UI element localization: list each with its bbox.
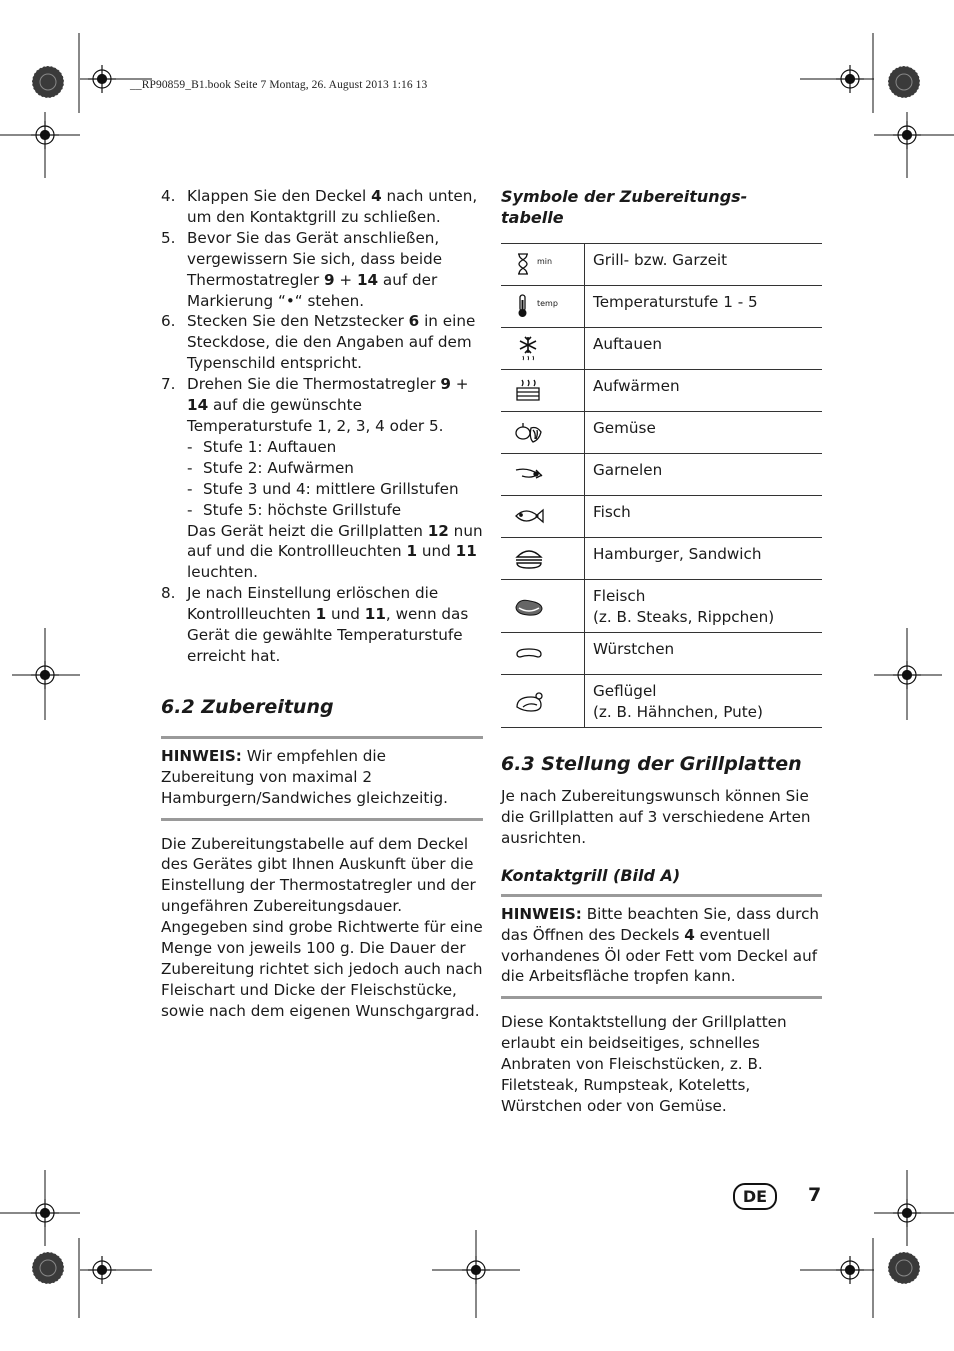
- subsection-title-kontaktgrill: Kontaktgrill (Bild A): [501, 865, 681, 885]
- list-item: [161, 311, 483, 374]
- table-row: [501, 633, 822, 675]
- hamburger-icon: [514, 546, 574, 572]
- symbol-cell: [501, 286, 585, 328]
- table-row: [501, 454, 822, 496]
- symbol-tag: min: [537, 257, 553, 266]
- part-number-ref: 1: [406, 542, 418, 561]
- step-text: Bevor Sie das Gerät anschließen, vergewissern Sie sich, dass beide Thermostatregler 9 + 14 auf der Markierung “•“ stehen.: [187, 228, 443, 310]
- symbol-label: Garnelen: [585, 454, 823, 496]
- symbol-cell: [501, 538, 585, 580]
- table-row: [501, 412, 822, 454]
- symbol-cell: [501, 580, 585, 633]
- symbol-cell: [501, 370, 585, 412]
- table-row: [501, 675, 822, 728]
- table-row: [501, 370, 822, 412]
- table-row: [501, 328, 822, 370]
- symbol-label: Gemüse: [585, 412, 823, 454]
- instruction-steps: [161, 186, 483, 667]
- step-number: 7.: [161, 375, 176, 394]
- list-item: [161, 374, 483, 583]
- sub-list-item: - Stufe 3 und 4: mittlere Grillstufen: [187, 479, 459, 498]
- table-row: [501, 580, 822, 633]
- symbol-cell: [501, 496, 585, 538]
- symbol-label: Würstchen: [585, 633, 823, 675]
- step-number: 4.: [161, 187, 176, 205]
- table-title: Symbole der Zubereitungs-tabelle: [501, 187, 748, 227]
- symbol-label: Aufwärmen: [585, 370, 823, 412]
- symbol-table: [501, 243, 822, 728]
- symbol-cell: [501, 412, 585, 454]
- right-column: [501, 186, 822, 1117]
- step-text: Drehen Sie die Thermostatregler 9 + 14 auf die gewünschte Temperaturstufe 1, 2, 3, 4 oder 5.: [187, 375, 469, 435]
- list-item: [161, 583, 483, 667]
- language-badge: DE: [733, 1183, 777, 1210]
- part-number-ref: 11: [364, 605, 386, 624]
- part-number-ref: 11: [455, 542, 477, 561]
- table-row: [501, 286, 822, 328]
- step-text: Klappen Sie den Deckel 4 nach unten, um den Kontaktgrill zu schließen.: [187, 187, 478, 226]
- part-number-ref: 9: [323, 270, 335, 289]
- sub-list-item: - Stufe 2: Aufwärmen: [187, 458, 354, 477]
- sub-list-item: - Stufe 1: Auftauen: [187, 437, 337, 456]
- symbol-label: Temperaturstufe 1 - 5: [585, 286, 823, 328]
- vegetables-icon: [514, 420, 574, 446]
- list-item: [161, 228, 483, 312]
- page-number: 7: [808, 1184, 822, 1206]
- section-title-zubereitung: 6.2 Zubereitung: [161, 695, 334, 718]
- poultry-icon: [514, 689, 574, 715]
- symbol-cell: [501, 454, 585, 496]
- sausage-icon: [514, 641, 574, 667]
- list-item: [161, 186, 483, 228]
- part-number-ref: 4: [371, 187, 382, 205]
- shrimp-icon: [514, 462, 574, 488]
- symbol-label: Auftauen: [585, 328, 823, 370]
- body-paragraph: Die Zubereitungstabelle auf dem Deckel des Gerätes gibt Ihnen Auskunft über die Einstellung der Thermostatregler und der ungefähren Zubereitungsdauer. Angegeben sind grobe Richtwerte für eine Menge von jeweils 100 g. Die Dauer der Zubereitung richtet sich jedoch auch nach Fleischart und Dicke der Fleischstücke, sowie nach dem eigenen Wunschgargrad.: [161, 834, 483, 1020]
- part-number-ref: 12: [427, 521, 449, 540]
- step-followup: Das Gerät heizt die Grillplatten 12 nun auf und die Kontrollleuchten 1 und 11 leuchten.: [187, 521, 483, 582]
- step-text: Je nach Einstellung erlöschen die Kontrollleuchten 1 und 11, wenn das Gerät die gewählte Temperaturstufe erreicht hat.: [187, 584, 469, 665]
- step-number: 6.: [161, 312, 176, 331]
- symbol-label: Fleisch (z. B. Steaks, Rippchen): [585, 580, 823, 633]
- step-text: Stecken Sie den Netzstecker 6 in eine Steckdose, die den Angaben auf dem Typenschild entspricht.: [187, 312, 476, 373]
- fish-icon: [514, 504, 574, 530]
- sub-list: [187, 437, 483, 521]
- table-row: [501, 496, 822, 538]
- symbol-cell: [501, 633, 585, 675]
- print-slug-line: __RP90859_B1.book Seite 7 Montag, 26. August 2013 1:16 13: [130, 79, 428, 91]
- left-column: [161, 186, 483, 1022]
- part-number-ref: 14: [187, 396, 209, 415]
- sub-list-item: - Stufe 5: höchste Grillstufe: [187, 500, 402, 519]
- note-text: Bitte beachten Sie, dass durch das Öffnen des Deckels 4 eventuell vorhandenes Öl oder Fett vom Deckel auf die Arbeitsfläche tropfen kann.: [501, 904, 820, 986]
- part-number-ref: 4: [684, 925, 695, 944]
- step-number: 8.: [161, 584, 176, 603]
- symbol-label: Hamburger, Sandwich: [585, 538, 823, 580]
- part-number-ref: 6: [408, 312, 420, 331]
- step-number: 5.: [161, 228, 176, 247]
- symbol-cell: [501, 328, 585, 370]
- note-label: HINWEIS:: [501, 904, 582, 923]
- symbol-label: Geflügel (z. B. Hähnchen, Pute): [585, 675, 823, 728]
- note-box: [161, 736, 483, 821]
- section-title-stellung: 6.3 Stellung der Grillplatten: [501, 753, 802, 775]
- note-text: Wir empfehlen die Zubereitung von maximal 2 Hamburgern/Sandwiches gleichzeitig.: [161, 746, 448, 807]
- part-number-ref: 1: [315, 605, 327, 624]
- note-label: HINWEIS:: [161, 746, 242, 765]
- body-paragraph-2: Diese Kontaktstellung der Grillplatten erlaubt ein beidseitiges, schnelles Anbraten von Fleischstücken, z. B. Filetsteak, Rumpsteak, Koteletts, Würstchen oder von Gemüse.: [501, 1013, 787, 1115]
- table-row: [501, 244, 822, 286]
- symbol-cell: [501, 675, 585, 728]
- symbol-label: Grill- bzw. Garzeit: [585, 244, 823, 286]
- part-number-ref: 9: [440, 375, 451, 394]
- steak-icon: [514, 594, 574, 620]
- warming-dish-icon: [514, 378, 574, 404]
- symbol-tag: temp: [537, 299, 558, 308]
- table-row: [501, 538, 822, 580]
- symbol-cell: [501, 244, 585, 286]
- symbol-label: Fisch: [585, 496, 823, 538]
- note-box-2: [501, 894, 822, 1000]
- intro-paragraph: Je nach Zubereitungswunsch können Sie die Grillplatten auf 3 verschiedene Arten ausrichten.: [501, 787, 811, 847]
- snowflake-thaw-icon: [514, 336, 574, 362]
- part-number-ref: 14: [356, 270, 379, 289]
